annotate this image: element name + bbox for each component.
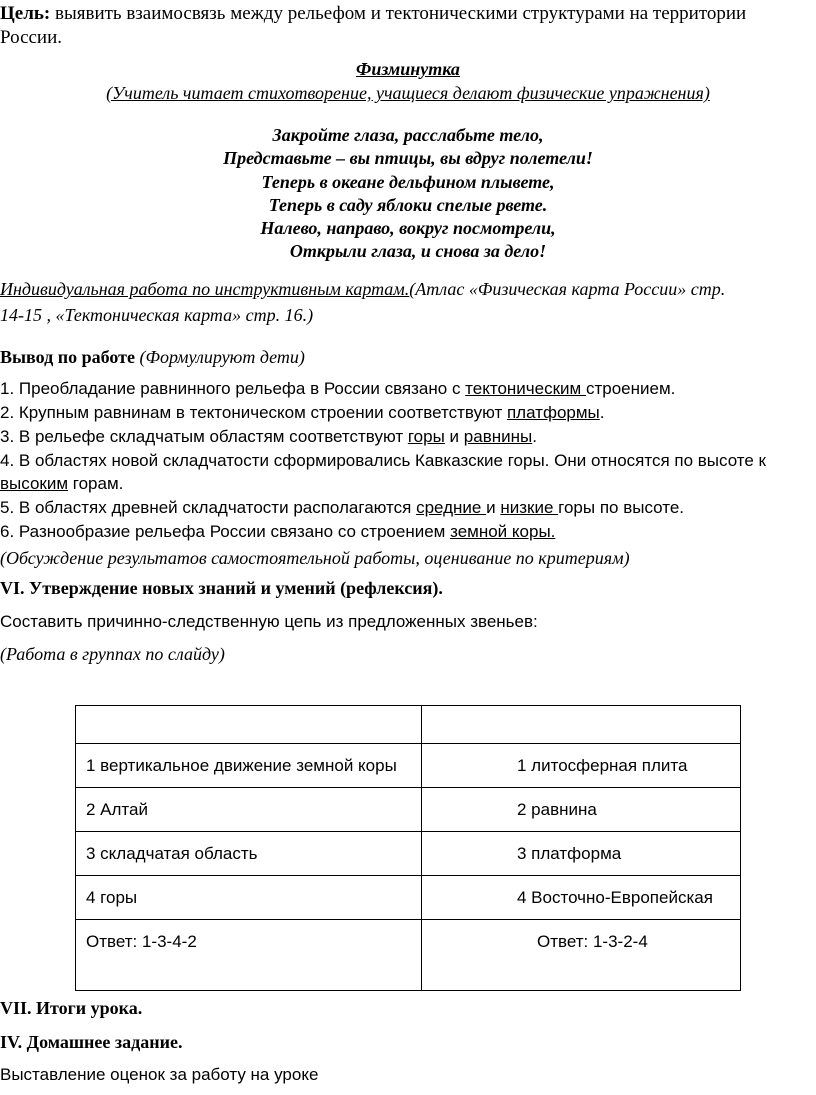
table-row bbox=[76, 744, 741, 788]
table-cell: 1 литосферная плита bbox=[422, 744, 741, 788]
table-cell: 2 Алтай bbox=[76, 788, 422, 832]
poem-line: Теперь в саду яблоки спелые рвете. bbox=[268, 195, 548, 215]
conclusion-item: 1. Преобладание равнинного рельефа в России связано с тектоническим строением. bbox=[0, 379, 676, 398]
table-row bbox=[76, 832, 741, 876]
table-cell bbox=[76, 706, 422, 744]
conclusion-item: 2. Крупным равнинам в тектоническом строении соответствуют платформы. bbox=[0, 403, 605, 422]
table-cell: 1 вертикальное движение земной коры bbox=[76, 744, 422, 788]
table-cell bbox=[422, 706, 741, 744]
goal-text: выявить взаимосвязь между рельефом и тектоническими структурами на территории России. bbox=[0, 3, 747, 48]
discussion-note: (Обсуждение результатов самостоятельной работы, оценивание по критериям) bbox=[0, 548, 630, 568]
poem-line: Представьте – вы птицы, вы вдруг полетели! bbox=[223, 148, 593, 168]
table-cell: 3 складчатая область bbox=[76, 832, 422, 876]
answer-blank: равнины bbox=[463, 427, 533, 446]
answer-blank: тектоническим bbox=[465, 379, 586, 398]
table-cell: 4 Восточно-Европейская bbox=[422, 876, 741, 920]
conclusion-item-continued: высоким горам. bbox=[0, 474, 124, 493]
conclusion-item: 3. В рельефе складчатым областям соответствуют горы и равнины. bbox=[0, 427, 537, 446]
table-cell: 2 равнина bbox=[422, 788, 741, 832]
answer-blank: горы bbox=[407, 427, 445, 446]
conclusion-label: Вывод по работе bbox=[0, 347, 135, 367]
causal-chain-table bbox=[75, 705, 741, 991]
fizminutka-subtitle: (Учитель читает стихотворение, учащиеся делают физические упражнения) bbox=[106, 83, 710, 103]
goal-label: Цель: bbox=[0, 3, 51, 24]
answer-blank: земной коры. bbox=[450, 522, 556, 541]
task-text: Составить причинно-следственную цепь из предложенных звеньев: bbox=[0, 612, 538, 631]
answer-blank: средние bbox=[416, 498, 487, 517]
table-cell: Ответ: 1-3-4-2 bbox=[76, 920, 422, 991]
table-row bbox=[76, 788, 741, 832]
poem-line: Открыли глаза, и снова за дело! bbox=[289, 241, 547, 261]
table-cell: 3 платформа bbox=[422, 832, 741, 876]
table-row bbox=[76, 876, 741, 920]
atlas-reference: (Атлас «Физическая карта России» стр. bbox=[409, 279, 726, 299]
conclusion-heading bbox=[0, 345, 305, 369]
section-vii-heading: VII. Итоги урока. bbox=[0, 998, 143, 1018]
answer-blank: высоким bbox=[0, 474, 69, 493]
answer-blank: низкие bbox=[500, 498, 559, 517]
conclusion-note: (Формулируют дети) bbox=[134, 347, 305, 367]
atlas-pages: 14-15 , «Тектоническая карта» стр. 16.) bbox=[0, 305, 314, 325]
poem-line: Теперь в океане дельфином плывете, bbox=[261, 172, 555, 192]
table-cell: Ответ: 1-3-2-4 bbox=[422, 920, 741, 991]
section-vi-heading: VI. Утверждение новых знаний и умений (рефлексия). bbox=[0, 578, 443, 598]
table-cell: 4 горы bbox=[76, 876, 422, 920]
conclusion-item: 6. Разнообразие рельефа России связано со строением земной коры. bbox=[0, 522, 556, 541]
grades-text: Выставление оценок за работу на уроке bbox=[0, 1065, 319, 1084]
table-row bbox=[76, 706, 741, 744]
conclusion-item: 5. В областях древней складчатости располагаются средние и низкие горы по высоте. bbox=[0, 498, 684, 517]
conclusion-item: 4. В областях новой складчатости сформировались Кавказские горы. Они относятся по высоте к bbox=[0, 451, 766, 470]
table-row-answer bbox=[76, 920, 741, 991]
individual-work-line bbox=[0, 277, 725, 301]
poem-line: Закройте глаза, расслабьте тело, bbox=[272, 125, 544, 145]
answer-blank: платформы bbox=[506, 403, 600, 422]
individual-work-title: Индивидуальная работа по инструктивным картам. bbox=[0, 279, 410, 299]
section-iv-heading: IV. Домашнее задание. bbox=[0, 1032, 183, 1052]
group-work-note: (Работа в группах по слайду) bbox=[0, 644, 225, 664]
fizminutka-title: Физминутка bbox=[356, 59, 460, 79]
poem-line: Налево, направо, вокруг посмотрели, bbox=[260, 218, 556, 238]
lesson-goal bbox=[0, 2, 810, 50]
